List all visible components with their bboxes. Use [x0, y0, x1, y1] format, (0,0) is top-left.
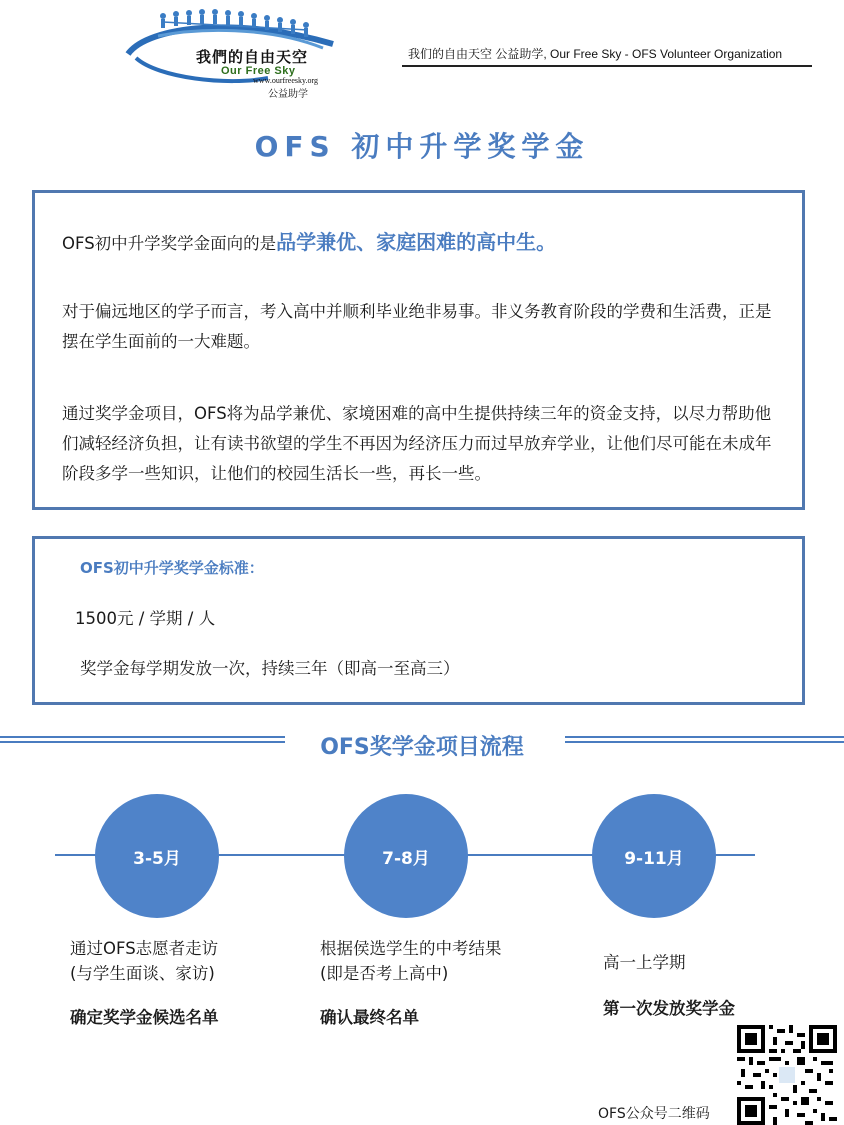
qr-caption: OFS公众号二维码: [598, 1106, 710, 1122]
standard-title: OFS初中升学奖学金标准：: [80, 559, 264, 577]
logo-en-name: Our Free Sky: [221, 65, 296, 77]
step-3-description: [603, 950, 686, 975]
step-1-desc-line-2: (与学生面谈、家访): [70, 964, 215, 983]
qr-code-icon: [737, 1025, 837, 1125]
step-2-desc-line-1: 根据侯选学生的中考结果: [320, 939, 502, 958]
step-1-description: [70, 936, 218, 986]
step-2-period: 7-8月: [382, 848, 430, 869]
header-divider: [402, 65, 812, 67]
page-title: OFS 初中升学奖学金: [254, 130, 590, 163]
intro-p1-suffix: 。: [536, 230, 557, 254]
step-1-period: 3-5月: [133, 848, 181, 869]
step-1-circle: [95, 794, 219, 918]
standard-frequency: 奖学金每学期发放一次，持续三年（即高一至高三）: [80, 659, 460, 678]
step-2-description: [320, 936, 502, 986]
step-1-desc-line-1: 通过OFS志愿者走访: [70, 939, 219, 958]
logo-subtitle: 公益助学: [268, 89, 308, 100]
intro-p1-prefix: OFS初中升学奖学金面向的是: [62, 234, 277, 253]
header-org-line: 我们的自由天空 公益助学, Our Free Sky - OFS Volunteer Organization: [408, 47, 783, 61]
qr-code: [737, 1025, 837, 1125]
step-3-desc-line-1: 高一上学期: [603, 953, 686, 972]
intro-box: [32, 190, 805, 510]
ofs-logo: [118, 6, 368, 100]
step-2-circle: [344, 794, 468, 918]
intro-paragraph-1: [62, 227, 556, 259]
step-3-circle: [592, 794, 716, 918]
step-3-result: 第一次发放奖学金: [603, 999, 735, 1018]
step-3-period: 9-11月: [624, 848, 684, 869]
standard-box: [32, 536, 805, 705]
logo-cn-name: 我們的自由天空: [196, 48, 309, 66]
intro-paragraph-2: 对于偏远地区的学子而言，考入高中并顺利毕业绝非易事。非义务教育阶段的学费和生活费，正是摆在学生面前的一大难题。: [62, 302, 772, 351]
step-2-result: 确认最终名单: [320, 1008, 419, 1027]
intro-p1-highlight: 品学兼优、家庭困难的高中生: [276, 230, 537, 254]
logo-url: www.ourfreesky.org: [253, 76, 319, 85]
standard-amount: 1500元 / 学期 / 人: [75, 609, 216, 628]
step-1-result: 确定奖学金候选名单: [70, 1008, 219, 1027]
intro-paragraph-3: 通过奖学金项目，OFS将为品学兼优、家境困难的高中生提供持续三年的资金支持，以尽力帮助他们减轻经济负担，让有读书欲望的学生不再因为经济压力而过早放弃学业，让他们尽可能在未成年阶段多学一些知识，让他们的校园生活长一些，再长一些。: [62, 404, 772, 483]
process-title: OFS奖学金项目流程: [320, 735, 524, 760]
step-2-desc-line-2: (即是否考上高中): [320, 964, 449, 983]
